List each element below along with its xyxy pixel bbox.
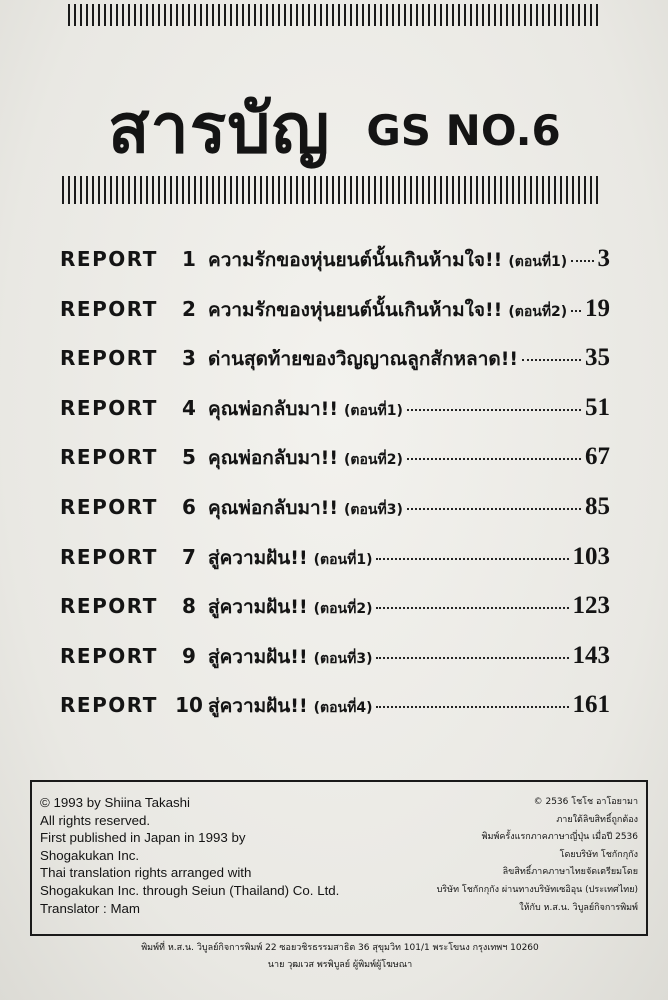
report-number: 9 xyxy=(182,643,196,668)
copyright-line: Shogakukan Inc. through Seiun (Thailand) Co. Ltd. xyxy=(40,882,340,898)
episode-label: (ตอนที่2) xyxy=(344,452,403,469)
toc-entry xyxy=(60,691,610,741)
report-number: 7 xyxy=(182,544,196,569)
report-label: REPORT xyxy=(60,296,158,321)
copyright-line-thai: โดยบริษัท โชกักกุกัง xyxy=(559,849,638,860)
report-label: REPORT xyxy=(60,544,158,569)
chapter-title: ความรักของหุ่นยนต์นั้นเกินห้ามใจ!! xyxy=(208,298,503,321)
toc-entry xyxy=(60,344,610,394)
toc-entry xyxy=(60,295,610,345)
chapter-title: คุณพ่อกลับมา!! xyxy=(208,447,339,470)
copyright-thai xyxy=(378,794,638,917)
dot-leader xyxy=(522,359,581,361)
chapter-title: ความรักของหุ่นยนต์นั้นเกินห้ามใจ!! xyxy=(208,249,503,271)
page-number: 161 xyxy=(572,691,610,719)
report-number: 1 xyxy=(182,247,196,271)
dot-leader xyxy=(407,508,581,510)
table-of-contents xyxy=(60,245,610,741)
dot-leader xyxy=(407,458,581,460)
report-label: REPORT xyxy=(60,494,158,519)
report-number: 4 xyxy=(182,395,196,420)
title-row xyxy=(108,74,608,169)
page-number: 51 xyxy=(585,393,610,421)
report-number: 6 xyxy=(182,494,196,519)
chapter-title: ด่านสุดท้ายของวิญญาณลูกสักหลาด!! xyxy=(208,348,519,371)
report-label: REPORT xyxy=(60,594,158,619)
page-number: 3 xyxy=(597,245,610,272)
copyright-line: Translator : Mam xyxy=(40,900,140,916)
copyright-line: Thai translation rights arranged with xyxy=(40,865,252,881)
copyright-line-thai: ภายใต้ลิขสิทธิ์ถูกต้อง xyxy=(556,814,638,825)
chapter-title: สู่ความฝัน!! xyxy=(208,645,308,668)
copyright-line: First published in Japan in 1993 by xyxy=(40,830,246,846)
dot-leader xyxy=(571,260,593,262)
episode-label: (ตอนที่1) xyxy=(313,551,373,568)
episode-label: (ตอนที่4) xyxy=(313,700,373,717)
page-number: 103 xyxy=(572,542,610,570)
copyright-line: Shogakukan Inc. xyxy=(40,847,140,863)
chapter-title: สู่ความฝัน!! xyxy=(208,596,308,619)
report-label: REPORT xyxy=(60,395,158,420)
page-number: 85 xyxy=(585,492,610,520)
report-number: 2 xyxy=(182,296,196,321)
dot-leader xyxy=(407,409,581,411)
report-label: REPORT xyxy=(60,693,158,718)
report-label: REPORT xyxy=(60,247,158,271)
copyright-line-thai: ลิขสิทธิ์ภาคภาษาไทยจัดเตรียมโดย xyxy=(502,867,638,878)
report-number: 5 xyxy=(182,445,196,470)
copyright-line-thai: © 2536 โชโช อาโอยามา xyxy=(533,797,638,807)
dot-leader xyxy=(376,657,568,659)
report-label: REPORT xyxy=(60,346,158,371)
issue-number: GS NO.6 xyxy=(366,106,561,155)
toc-entry xyxy=(60,543,610,593)
episode-label: (ตอนที่2) xyxy=(508,303,568,320)
toc-entry xyxy=(60,394,610,444)
dot-leader xyxy=(376,607,568,609)
dot-leader xyxy=(376,558,568,560)
dot-leader xyxy=(571,310,581,312)
toc-entry xyxy=(60,592,610,642)
page-number: 143 xyxy=(572,641,610,669)
footer-line: พิมพ์ที่ ห.ส.น. วิบูลย์กิจการพิมพ์ 22 ซอยวชิรธรรมสาธิต 36 สุขุมวิท 101/1 พระโขนง กรุงเทพฯ 10260 xyxy=(141,943,539,953)
chapter-title: คุณพ่อกลับมา!! xyxy=(208,496,339,519)
report-number: 8 xyxy=(182,594,196,619)
dot-leader xyxy=(376,706,568,708)
episode-label: (ตอนที่1) xyxy=(508,254,568,270)
episode-label: (ตอนที่3) xyxy=(313,650,373,667)
chapter-title: คุณพ่อกลับมา!! xyxy=(208,397,339,420)
printer-footer xyxy=(60,940,620,974)
episode-label: (ตอนที่2) xyxy=(313,601,373,618)
toc-entry xyxy=(60,493,610,543)
chapter-title: สู่ความฝัน!! xyxy=(208,695,308,718)
report-label: REPORT xyxy=(60,445,158,470)
toc-entry xyxy=(60,443,610,493)
toc-entry xyxy=(60,245,610,295)
report-label: REPORT xyxy=(60,643,158,668)
barcode-divider-decoration xyxy=(62,176,602,204)
page-number: 19 xyxy=(585,294,610,322)
page-number: 123 xyxy=(572,592,610,620)
copyright-line-thai: พิมพ์ครั้งแรกภาคภาษาญี่ปุ่น เมื่อปี 2536 xyxy=(481,832,638,843)
copyright-box xyxy=(30,780,648,936)
episode-label: (ตอนที่1) xyxy=(344,402,403,419)
copyright-line: © 1993 by Shiina Takashi xyxy=(40,795,191,810)
copyright-line: All rights reserved. xyxy=(40,812,151,828)
page-number: 35 xyxy=(585,344,610,372)
footer-line: นาย วุฒเวส พรพิบูลย์ ผู้พิมพ์ผู้โฆษณา xyxy=(267,960,413,970)
page-number: 67 xyxy=(585,443,610,471)
page-title: สารบัญ xyxy=(108,90,331,169)
report-number: 3 xyxy=(182,346,196,371)
chapter-title: สู่ความฝัน!! xyxy=(208,546,308,569)
copyright-line-thai: ให้กับ ห.ส.น. วิบูลย์กิจการพิมพ์ xyxy=(519,902,638,913)
episode-label: (ตอนที่3) xyxy=(344,501,403,518)
copyright-line-thai: บริษัท โชกักกุกัง ผ่านทางบริษัทเซอิอุน (ประเทศไทย) xyxy=(436,884,638,895)
copyright-english xyxy=(40,794,400,917)
report-number: 10 xyxy=(175,693,203,718)
barcode-top-decoration xyxy=(68,4,600,26)
toc-entry xyxy=(60,642,610,692)
